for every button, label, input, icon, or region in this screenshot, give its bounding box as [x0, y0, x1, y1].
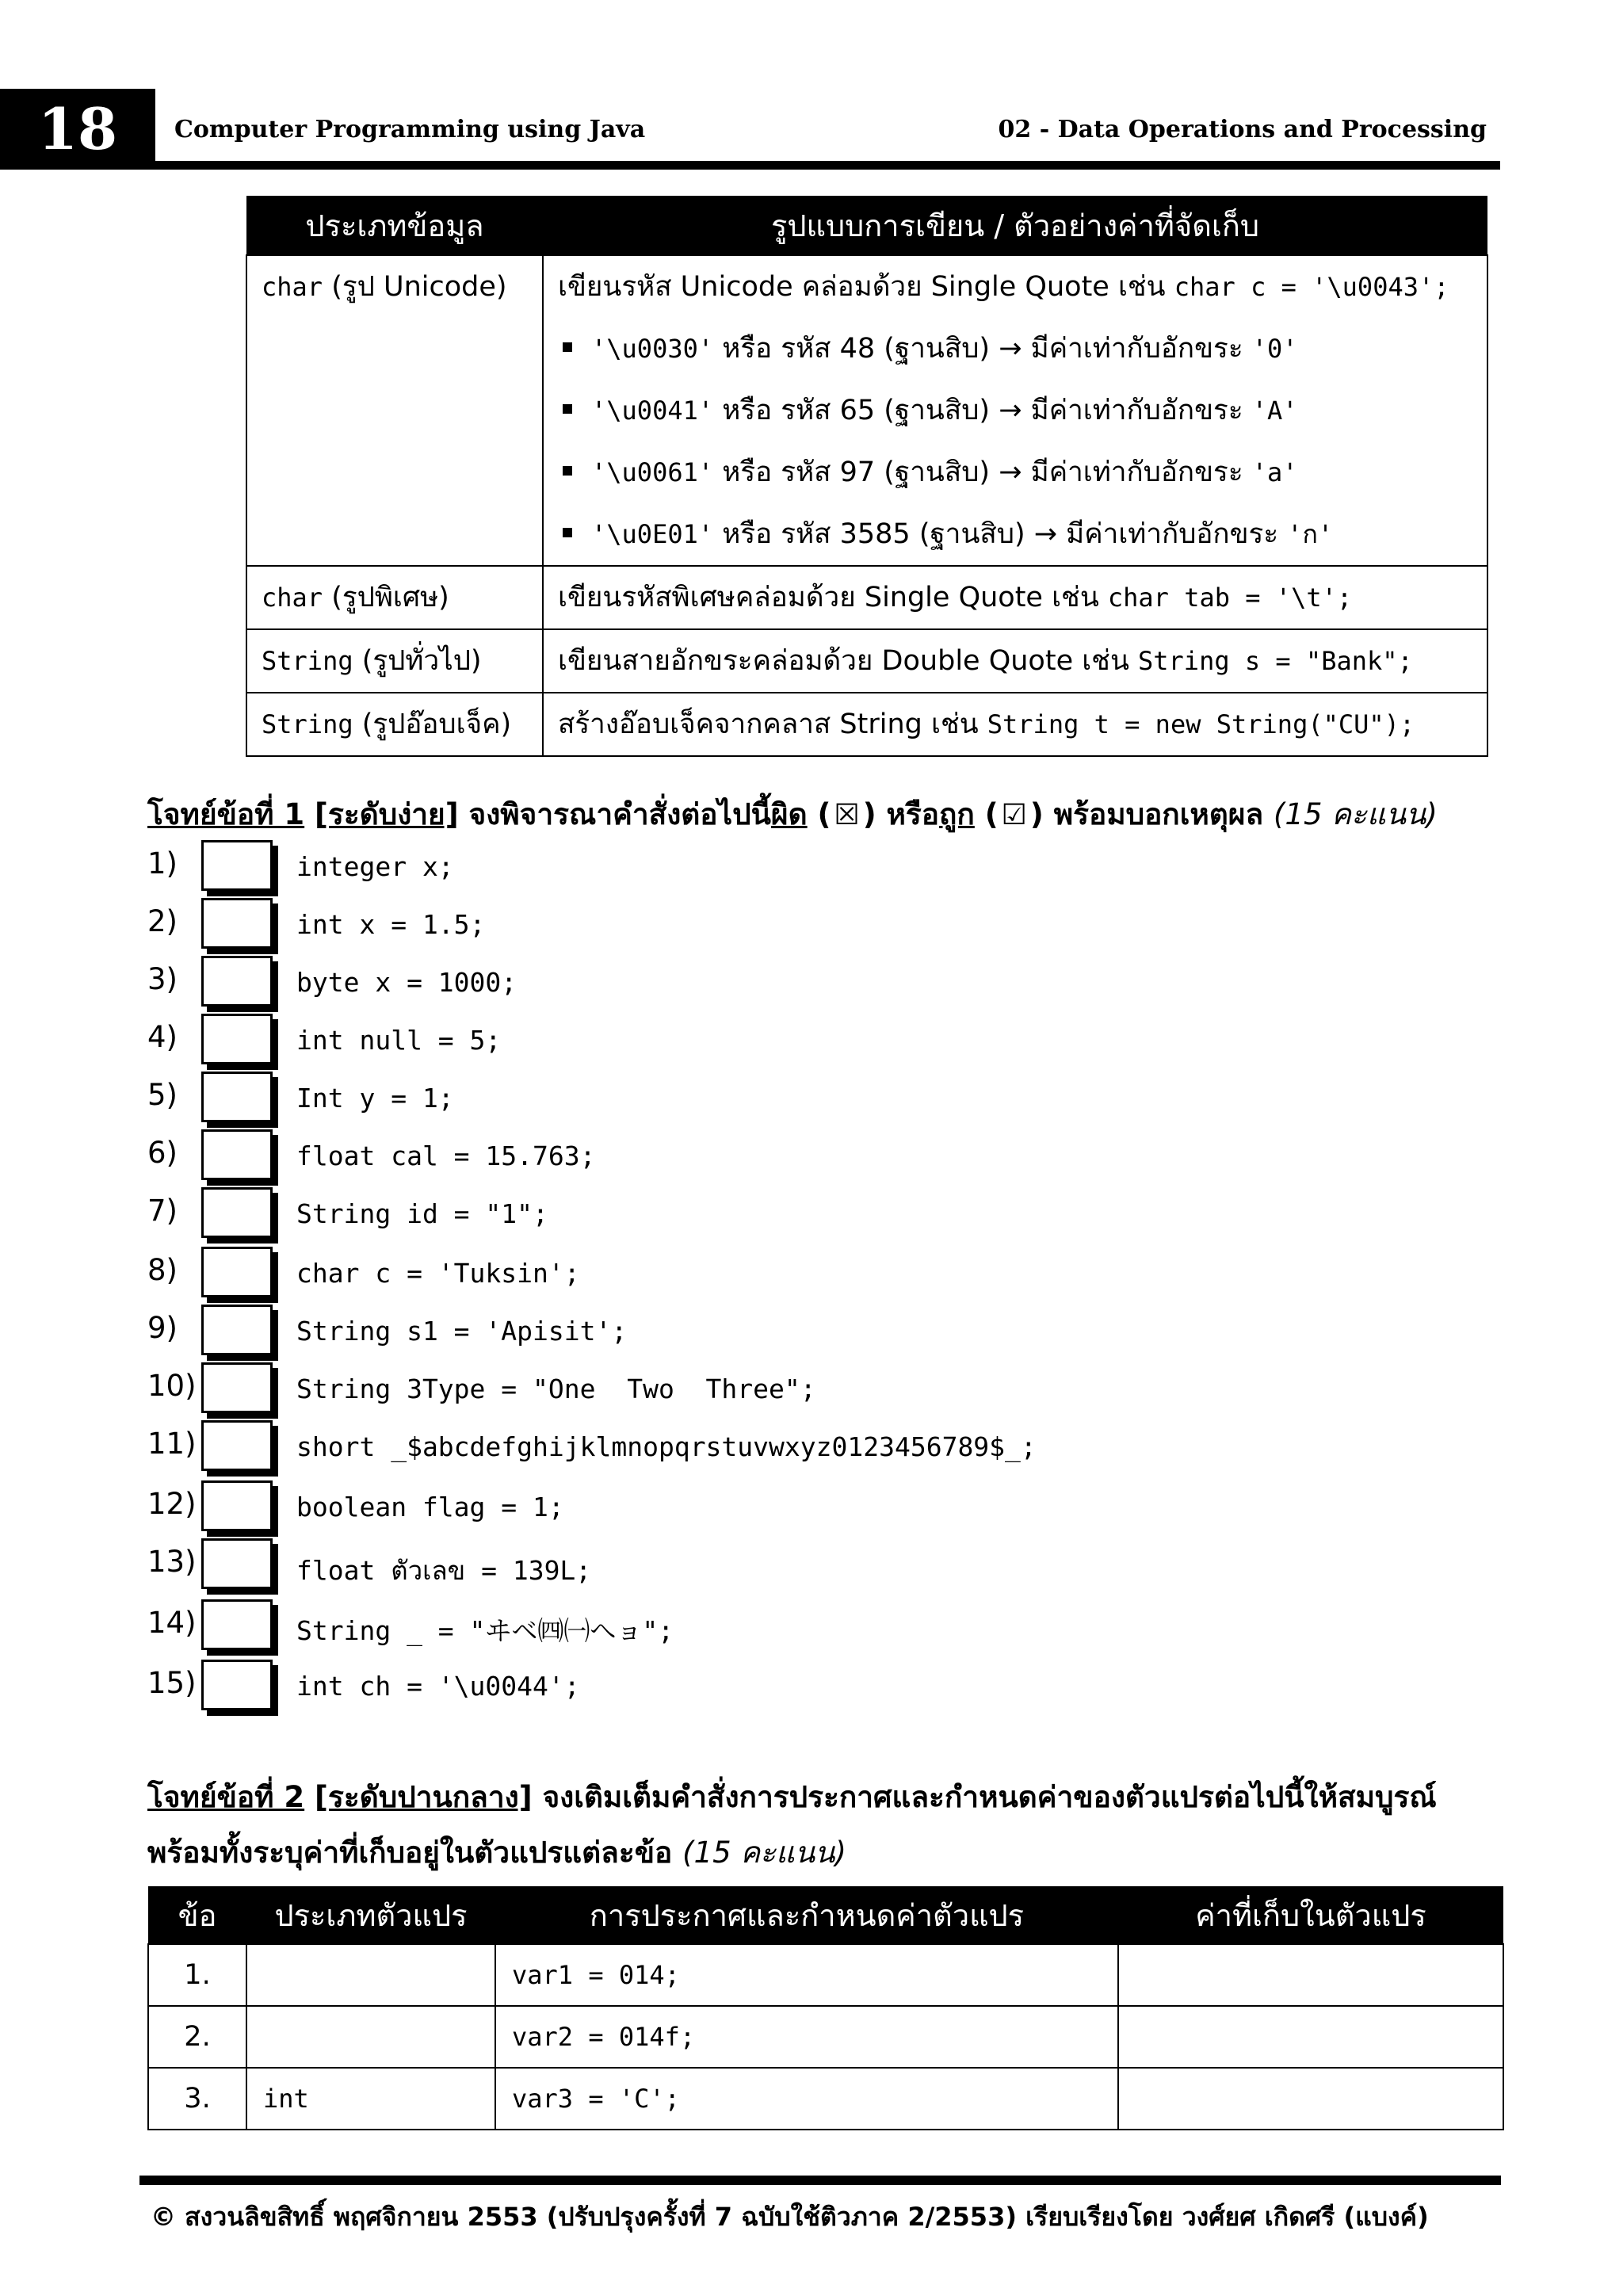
type-code: String	[262, 646, 353, 676]
row-number: 1.	[148, 1944, 246, 2006]
description-cell	[543, 693, 1487, 756]
table-row	[148, 2006, 1503, 2068]
item-code: boolean flag = 1;	[296, 1492, 564, 1522]
wrong-word: ผิด	[770, 797, 808, 831]
exercise-item	[147, 898, 1257, 953]
checkbox-cross-icon: ☒	[834, 799, 860, 831]
description-text: สร้างอ๊อบเจ็คจากคลาส String เช่น	[558, 709, 987, 740]
exercise-text: จงเติมเต็มคำสั่งการประกาศและกำหนดค่าของตัวแปรต่อไปนี้ให้สมบูรณ์	[532, 1780, 1437, 1814]
item-code: String _ = "ヰベ㈣㈠へョ";	[296, 1615, 674, 1646]
type-code: String	[262, 709, 353, 739]
bullet-square-icon	[563, 528, 572, 537]
char-value: 'a'	[1251, 457, 1298, 487]
item-number: 12)	[147, 1487, 197, 1521]
description-code: char tab = '\t';	[1107, 583, 1353, 613]
exercise-2-heading-line2	[147, 1829, 846, 1876]
item-number: 3)	[147, 962, 178, 996]
points-label: (15 คะแนน)	[1274, 797, 1438, 831]
type-code: char	[262, 272, 323, 302]
exercise-item	[147, 1014, 1257, 1069]
item-number: 5)	[147, 1078, 178, 1112]
exercise-item	[147, 956, 1257, 1011]
description-code: String t = new String("CU");	[987, 709, 1415, 739]
bullet-square-icon	[563, 342, 572, 352]
description-text: เขียนรหัส Unicode คล่อมด้วย Single Quote เช่น	[558, 271, 1174, 303]
type-cell	[246, 255, 543, 566]
exercise-item	[147, 1247, 1257, 1302]
char-value: 'A'	[1251, 395, 1298, 426]
answer-box[interactable]	[201, 898, 273, 949]
unicode-code: '\u0061'	[591, 457, 714, 487]
exercise-item	[147, 1599, 1257, 1655]
exercise-text: พร้อมทั้งระบุค่าที่เก็บอยู่ในตัวแปรแต่ละข้อ	[147, 1836, 683, 1870]
value-cell[interactable]	[1118, 2068, 1503, 2130]
column-header: การประกาศและกำหนดค่าตัวแปร	[495, 1886, 1118, 1944]
bullet-square-icon	[563, 404, 572, 414]
chapter-title: 02 - Data Operations and Processing	[998, 116, 1487, 143]
column-header: ข้อ	[148, 1886, 246, 1944]
item-code: float ตัวเลข = 139L;	[296, 1555, 592, 1586]
description-code: String s = "Bank";	[1138, 646, 1413, 676]
answer-box[interactable]	[201, 1305, 273, 1355]
variable-type-cell[interactable]	[246, 2006, 495, 2068]
answer-box[interactable]	[201, 1420, 273, 1471]
exercise-item	[147, 840, 1257, 896]
exercise-item	[147, 1538, 1257, 1594]
exercise-text: หรือ	[876, 797, 940, 831]
item-number: 15)	[147, 1666, 197, 1700]
bullet-square-icon	[563, 466, 572, 476]
description-cell	[543, 629, 1487, 693]
row-number: 3.	[148, 2068, 246, 2130]
points-label: (15 คะแนน)	[682, 1836, 846, 1870]
table-row	[246, 693, 1487, 756]
exercise-item	[147, 1129, 1257, 1185]
item-number: 9)	[147, 1311, 178, 1345]
char-value: 'ก'	[1287, 519, 1334, 549]
item-number: 2)	[147, 904, 178, 938]
table-header-row	[148, 1886, 1503, 1944]
bullet-item	[558, 318, 1487, 380]
answer-box[interactable]	[201, 840, 273, 891]
column-header: รูปแบบการเขียน / ตัวอย่างค่าที่จัดเก็บ	[543, 196, 1487, 255]
variable-table	[147, 1886, 1504, 2130]
table-row	[148, 1944, 1503, 2006]
exercise-1-heading: โจทย์ข้อที่ 1 [ระดับง่าย] จงพิจารณาคำสั่งต่อไปนี้ผิด ( ☒ ) หรือถูก ( ☑ ) พร้อมบอกเหตุผล (15 คะแนน)	[147, 797, 1438, 831]
answer-box[interactable]	[201, 1599, 273, 1650]
description-text: เขียนสายอักขระคล่อมด้วย Double Quote เช่น	[558, 645, 1138, 677]
unicode-code: '\u0E01'	[591, 519, 714, 549]
answer-box[interactable]	[201, 956, 273, 1007]
type-cell	[246, 566, 543, 629]
item-code: String id = "1";	[296, 1198, 548, 1229]
type-note: (รูป Unicode)	[323, 271, 507, 303]
header-rule	[155, 161, 1500, 170]
answer-box[interactable]	[201, 1362, 273, 1413]
exercise-item	[147, 1072, 1257, 1127]
footer-rule	[139, 2176, 1501, 2185]
table-header-row	[246, 196, 1487, 255]
item-number: 1)	[147, 846, 178, 881]
answer-box[interactable]	[201, 1247, 273, 1297]
table-row	[246, 566, 1487, 629]
item-code: short _$abcdefghijklmnopqrstuvwxyz0123456789$_;	[296, 1431, 1037, 1462]
item-code: int null = 5;	[296, 1025, 502, 1056]
exercise-item	[147, 1305, 1257, 1360]
description-text: เขียนรหัสพิเศษคล่อมด้วย Single Quote เช่น	[558, 582, 1108, 613]
bullet-text: หรือ รหัส 3585 (ฐานสิบ) → มีค่าเท่ากับอักขระ	[713, 518, 1288, 550]
row-number: 2.	[148, 2006, 246, 2068]
item-number: 7)	[147, 1194, 178, 1228]
bullet-text: หรือ รหัส 65 (ฐานสิบ) → มีค่าเท่ากับอักขระ	[713, 395, 1252, 426]
item-code: int ch = '\u0044';	[296, 1671, 580, 1702]
type-note: (รูปทั่วไป)	[353, 645, 482, 677]
exercise-text: จงพิจารณาคำสั่งต่อไปนี้	[458, 797, 771, 831]
variable-type-cell[interactable]: int	[246, 2068, 495, 2130]
variable-type-cell[interactable]	[246, 1944, 495, 2006]
description-code: char c = '\u0043';	[1174, 272, 1449, 302]
type-note: (รูปพิเศษ)	[323, 582, 449, 613]
exercise-item	[147, 1362, 1257, 1418]
table-row	[246, 255, 1487, 566]
bullet-item	[558, 380, 1487, 441]
column-header: ค่าที่เก็บในตัวแปร	[1118, 1886, 1503, 1944]
type-cell	[246, 693, 543, 756]
item-code: String 3Type = "One Two Three";	[296, 1373, 816, 1404]
item-code: String s1 = 'Apisit';	[296, 1316, 628, 1347]
item-code: char c = 'Tuksin';	[296, 1258, 580, 1289]
item-number: 6)	[147, 1136, 178, 1170]
declaration-cell: var1 = 014;	[495, 1944, 1118, 2006]
answer-box[interactable]	[201, 1660, 273, 1710]
exercise-label: โจทย์ข้อที่ 1	[147, 797, 305, 831]
description-cell	[543, 255, 1487, 566]
type-note: (รูปอ๊อบเจ็ค)	[353, 709, 512, 740]
answer-box[interactable]	[201, 1538, 273, 1589]
right-word: ถูก	[939, 797, 975, 831]
item-code: int x = 1.5;	[296, 909, 486, 940]
checkbox-check-icon: ☑	[1001, 799, 1027, 831]
item-number: 14)	[147, 1606, 197, 1640]
unicode-code: '\u0030'	[591, 334, 714, 364]
exercise-level: [ระดับปานกลาง]	[315, 1780, 533, 1814]
item-code: integer x;	[296, 851, 454, 882]
exercise-item	[147, 1420, 1257, 1476]
item-code: float cal = 15.763;	[296, 1140, 596, 1171]
exercise-label: โจทย์ข้อที่ 2	[147, 1780, 305, 1814]
answer-box[interactable]	[201, 1480, 273, 1531]
exercise-item	[147, 1187, 1257, 1243]
char-value: '0'	[1251, 334, 1298, 364]
type-cell	[246, 629, 543, 693]
answer-box[interactable]	[201, 1129, 273, 1180]
value-cell[interactable]	[1118, 1944, 1503, 2006]
book-title: Computer Programming using Java	[174, 116, 646, 143]
page-number: 18	[0, 89, 155, 170]
bullet-item	[558, 441, 1487, 503]
bullet-item	[558, 503, 1487, 565]
exercise-level: [ระดับง่าย]	[315, 797, 459, 831]
column-header: ประเภทข้อมูล	[246, 196, 543, 255]
answer-box[interactable]	[201, 1187, 273, 1238]
item-code: Int y = 1;	[296, 1083, 454, 1114]
copyright-footer: © สงวนลิขสิทธิ์ พฤศจิกายน 2553 (ปรับปรุงครั้งที่ 7 ฉบับใช้ติวภาค 2/2553) เรียบเรียงโดย วงศ์ยศ เกิดศรี (แบงค์)	[151, 2202, 1429, 2232]
item-number: 4)	[147, 1020, 178, 1054]
answer-box[interactable]	[201, 1072, 273, 1122]
item-number: 8)	[147, 1253, 178, 1287]
unicode-code: '\u0041'	[591, 395, 714, 426]
value-cell[interactable]	[1118, 2006, 1503, 2068]
description-cell	[543, 566, 1487, 629]
item-number: 11)	[147, 1427, 197, 1461]
item-code: byte x = 1000;	[296, 967, 517, 998]
exercise-item	[147, 1480, 1257, 1536]
exercise-2-heading	[147, 1774, 1437, 1820]
answer-box[interactable]	[201, 1014, 273, 1064]
bullet-text: หรือ รหัส 48 (ฐานสิบ) → มีค่าเท่ากับอักขระ	[713, 333, 1252, 365]
data-type-table	[246, 196, 1488, 757]
item-number: 13)	[147, 1545, 197, 1579]
exercise-item	[147, 1660, 1257, 1715]
table-row	[246, 629, 1487, 693]
column-header: ประเภทตัวแปร	[246, 1886, 495, 1944]
declaration-cell: var2 = 014f;	[495, 2006, 1118, 2068]
type-code: char	[262, 583, 323, 613]
table-row	[148, 2068, 1503, 2130]
item-number: 10)	[147, 1369, 197, 1403]
bullet-text: หรือ รหัส 97 (ฐานสิบ) → มีค่าเท่ากับอักขระ	[713, 457, 1252, 488]
exercise-text: พร้อมบอกเหตุผล	[1043, 797, 1274, 831]
declaration-cell: var3 = 'C';	[495, 2068, 1118, 2130]
